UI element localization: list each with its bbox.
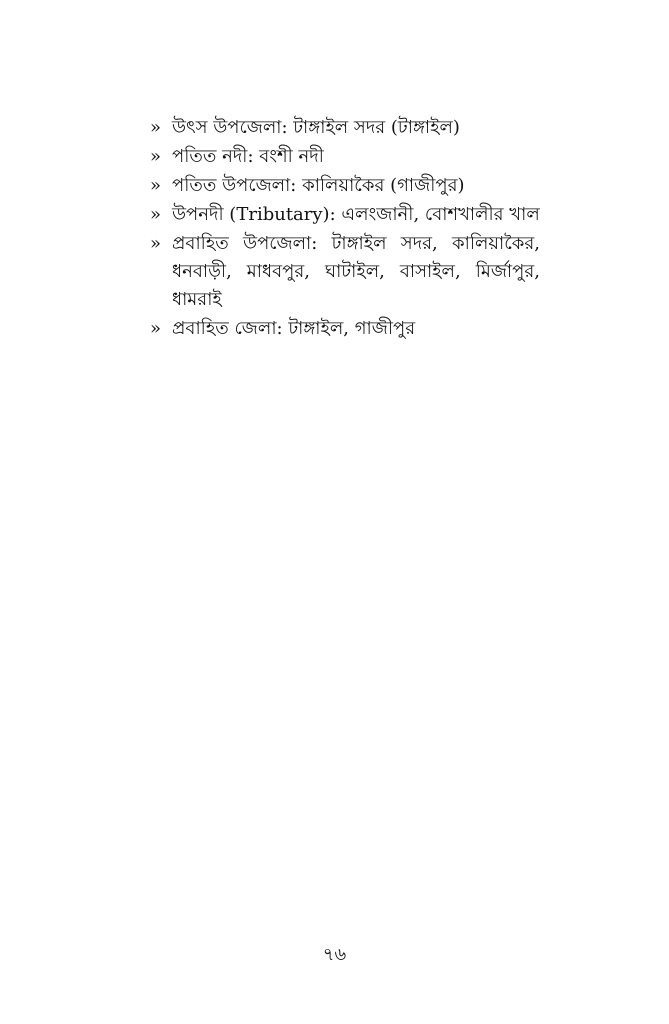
list-item-flowing-upazila bbox=[150, 230, 540, 314]
river-info-list bbox=[150, 114, 540, 344]
item-value: টাঙ্গাইল সদর, কালিয়াকৈর, ধনবাড়ী, মাধবপুর, ঘাটাইল, বাসাইল, মির্জাপুর, ধামরাই bbox=[172, 233, 541, 310]
list-item-falling-upazila bbox=[150, 172, 540, 200]
item-label: উৎস উপজেলা: bbox=[172, 117, 288, 138]
item-label: পতিত নদী: bbox=[172, 146, 254, 167]
item-text bbox=[172, 146, 324, 167]
item-text bbox=[172, 230, 540, 314]
item-text bbox=[172, 318, 415, 339]
item-value: বংশী নদী bbox=[253, 146, 324, 167]
item-label: প্রবাহিত উপজেলা: bbox=[172, 233, 318, 254]
bullet-marker: » bbox=[150, 318, 162, 339]
bullet-marker: » bbox=[150, 204, 162, 225]
list-item-falling-river bbox=[150, 143, 540, 171]
list-item-tributary bbox=[150, 201, 540, 229]
item-label: উপনদী (Tributary): bbox=[172, 204, 336, 225]
item-text bbox=[172, 175, 465, 196]
bullet-marker: » bbox=[150, 175, 162, 196]
item-text bbox=[172, 117, 460, 138]
item-value: এলংজানী, বোশখালীর খাল bbox=[335, 204, 540, 225]
page-number: ৭৬ bbox=[322, 944, 347, 965]
item-label: পতিত উপজেলা: bbox=[172, 175, 297, 196]
list-item-flowing-district bbox=[150, 315, 540, 343]
bullet-marker: » bbox=[150, 146, 162, 167]
item-value: কালিয়াকৈর (গাজীপুর) bbox=[296, 175, 465, 196]
item-text bbox=[172, 204, 540, 225]
bullet-marker: » bbox=[150, 233, 162, 254]
bullet-marker: » bbox=[150, 117, 162, 138]
item-value: টাঙ্গাইল সদর (টাঙ্গাইল) bbox=[287, 117, 460, 138]
item-value: টাঙ্গাইল, গাজীপুর bbox=[282, 318, 416, 339]
item-label: প্রবাহিত জেলা: bbox=[172, 318, 283, 339]
list-item-source-upazila bbox=[150, 114, 540, 142]
